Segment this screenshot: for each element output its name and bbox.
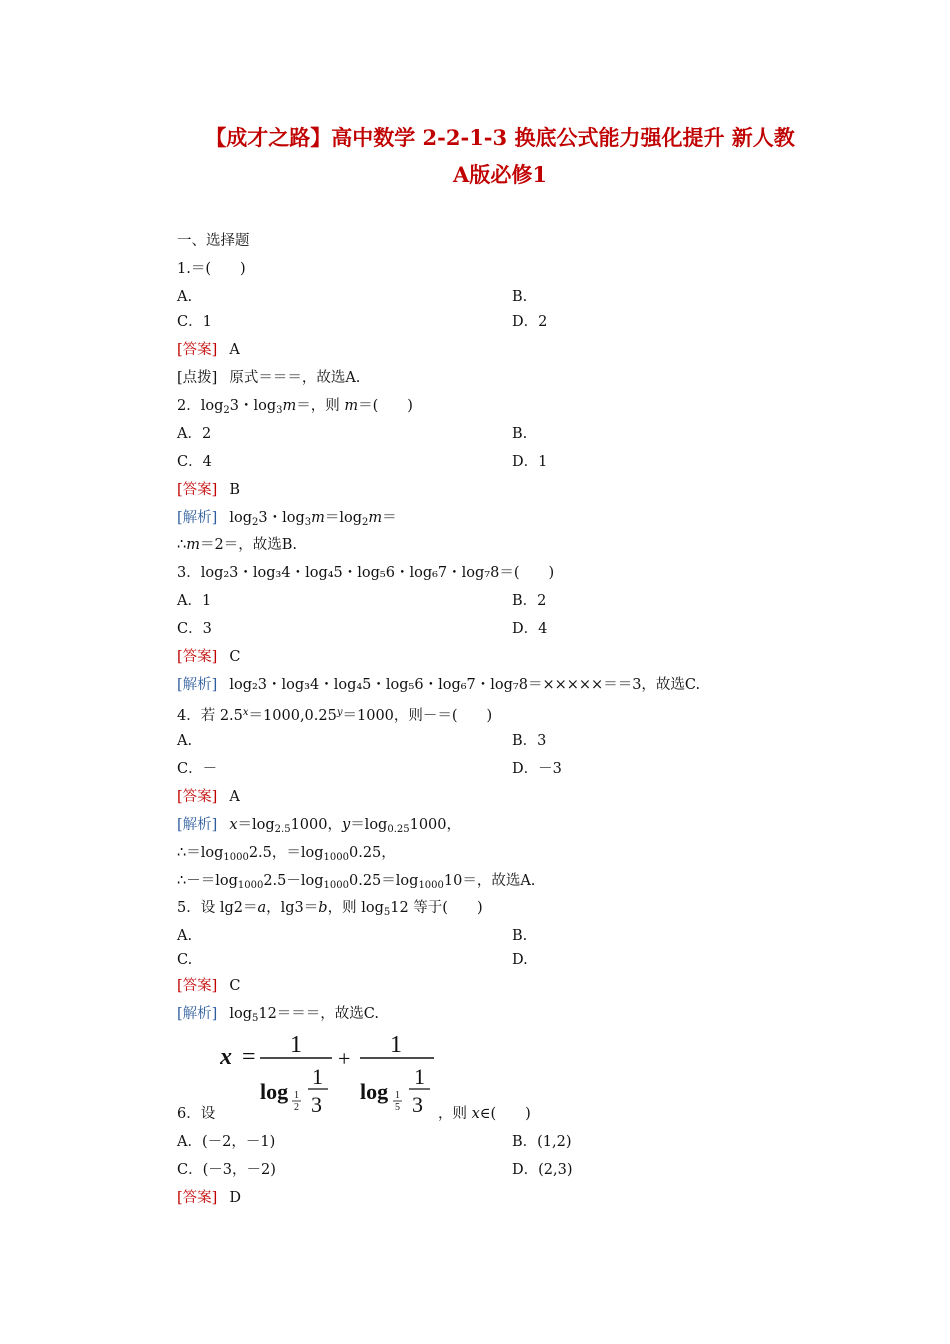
q3-option-b: B．2: [512, 593, 547, 609]
q1-answer: [177, 340, 240, 360]
q5-stem-sub: 5: [383, 907, 391, 918]
q2-analysis-var: m: [368, 510, 383, 526]
q3-analysis: [177, 675, 700, 695]
q3-analysis-text: log₂3・log₃4・log₄5・log₅6・log₆7・log₇8＝×××××＝＝3，故选C.: [229, 677, 701, 693]
formula-equals: =: [242, 1044, 256, 1070]
answer-value: B: [229, 482, 240, 498]
q2-answer: [177, 480, 240, 500]
q3-option-d: D．4: [512, 621, 548, 637]
q4-analysis-sub: 0.25: [387, 824, 410, 835]
q1-option-b: B.: [512, 289, 528, 305]
q2-stem-part: ＝，则: [296, 398, 345, 414]
formula-numerator-1: 1: [290, 1032, 302, 1058]
formula-log-2: log: [360, 1079, 389, 1104]
answer-value: D: [229, 1190, 241, 1206]
analysis-tag: [解析]: [177, 677, 218, 693]
q1-stem: 1.＝( ): [177, 261, 246, 277]
base-half-numerator: 1: [294, 1090, 299, 1101]
q4-option-b: B．3: [512, 733, 547, 749]
q3-option-a: A．1: [177, 593, 212, 609]
q2-option-d: D．1: [512, 454, 548, 470]
q5-option-a: A.: [177, 928, 193, 944]
q2-analysis-sub: 3: [304, 517, 312, 528]
arg-third-numerator-2: 1: [414, 1064, 425, 1089]
q4-stem-part: 4．若 2.5: [177, 708, 243, 724]
q4-answer: [177, 787, 240, 807]
q2-stem-part: 2．log: [177, 398, 224, 414]
q2-analysis-var: m: [186, 537, 200, 553]
q1-option-c: C．1: [177, 314, 212, 330]
analysis-tag: [解析]: [177, 510, 218, 526]
q5-analysis-part: log: [229, 1006, 252, 1022]
q5-stem-var: a: [257, 900, 267, 916]
q5-stem: [177, 898, 483, 923]
answer-value: A: [229, 789, 240, 805]
analysis-tag: [解析]: [177, 1006, 218, 1022]
q2-stem: [177, 396, 413, 421]
answer-tag: [答案]: [177, 978, 218, 994]
q1-hint: [177, 368, 360, 388]
q1-option-d: D．2: [512, 314, 548, 330]
q6-stem-part: ∈( ): [479, 1106, 531, 1122]
q4-analysis-var: x: [229, 817, 238, 833]
q4-analysis-line1: [177, 815, 461, 840]
q5-analysis-sub: 5: [251, 1013, 259, 1024]
analysis-tag: [解析]: [177, 817, 218, 833]
base-fifth-numerator: 1: [395, 1090, 400, 1101]
q4-analysis-line2: [177, 843, 396, 868]
base-half-denominator: 2: [294, 1102, 299, 1113]
q4-analysis-var: y: [341, 817, 351, 833]
q6-formula: [220, 1030, 440, 1116]
q6-stem-part: ，则: [438, 1106, 472, 1122]
q5-stem-part: ，lg3＝: [266, 900, 319, 916]
answer-tag: [答案]: [177, 342, 218, 358]
q2-option-c: C．4: [177, 454, 212, 470]
q4-stem-part: ＝1000，则－＝( ): [342, 708, 493, 724]
base-fifth-denominator: 5: [395, 1102, 400, 1113]
q2-stem-part: ＝( ): [358, 398, 413, 414]
q5-option-d: D.: [512, 952, 528, 968]
q6-option-b: B．(1,2): [512, 1134, 572, 1150]
q2-analysis-part: ＝: [382, 510, 397, 526]
q6-option-a: A．(－2，－1): [177, 1134, 276, 1150]
answer-tag: [答案]: [177, 649, 218, 665]
q4-analysis-line3: [177, 871, 535, 896]
q2-analysis-sub: 2: [251, 517, 259, 528]
q4-option-a: A.: [177, 733, 193, 749]
q2-analysis-sub: 2: [362, 517, 369, 528]
q5-answer: [177, 976, 240, 996]
q2-stem-sub: 3: [276, 405, 283, 416]
q3-option-c: C．3: [177, 621, 212, 637]
formula-plus: +: [338, 1046, 351, 1071]
section-heading: 一、选择题: [177, 233, 250, 249]
answer-value: C: [229, 649, 241, 665]
q6-stem-prefix: 6．设: [177, 1106, 216, 1122]
q2-option-b: B.: [512, 426, 528, 442]
answer-value: C: [229, 978, 241, 994]
q5-option-c: C.: [177, 952, 193, 968]
q2-stem-var: m: [282, 398, 297, 414]
formula-x: x: [220, 1044, 232, 1070]
q4-option-d: D．－3: [512, 761, 562, 777]
q2-stem-sub: 2: [223, 405, 230, 416]
q5-stem-part: 12 等于( ): [390, 900, 483, 916]
q4-analysis-sub: 2.5: [274, 824, 291, 835]
q2-analysis-line1: [177, 508, 397, 533]
q4-analysis-sub: 1000: [323, 852, 349, 863]
q2-stem-part: 3・log: [229, 398, 277, 414]
q6-stem-var: x: [471, 1106, 480, 1122]
q5-option-b: B.: [512, 928, 528, 944]
q4-option-c: C．－: [177, 761, 218, 777]
q4-analysis-part: ∴＝log: [177, 845, 224, 861]
q2-analysis-part: 3・log: [258, 510, 305, 526]
q4-stem-sup: x: [242, 707, 249, 718]
formula-numerator-2: 1: [390, 1032, 402, 1058]
q1-option-a: A.: [177, 289, 193, 305]
answer-value: A: [229, 342, 240, 358]
hint-tag: [点拨]: [177, 370, 218, 386]
q2-analysis-part: ＝log: [324, 510, 363, 526]
arg-third-denominator-2: 3: [412, 1092, 423, 1116]
q2-option-a: A．2: [177, 426, 212, 442]
q2-analysis-part: log: [229, 510, 252, 526]
q2-analysis-var: m: [311, 510, 325, 526]
q4-analysis-part: ∴－＝log: [177, 873, 238, 889]
arg-third-numerator: 1: [312, 1064, 323, 1089]
q6-answer: [177, 1188, 241, 1208]
q4-analysis-sub: 1000: [418, 880, 444, 891]
q4-analysis-part: ＝log: [237, 817, 275, 833]
answer-tag: [答案]: [177, 1190, 218, 1206]
q2-analysis-line2: [177, 535, 297, 555]
q4-analysis-part: 2.5，＝log: [248, 845, 324, 861]
q4-analysis-sub: 1000: [223, 852, 249, 863]
q2-analysis-part: ∴: [177, 537, 187, 553]
q4-stem-part: ＝1000,0.25: [248, 708, 337, 724]
q4-analysis-part: 2.5－log: [263, 873, 324, 889]
q4-stem-sup: y: [336, 707, 343, 718]
q4-analysis-part: 1000，: [290, 817, 342, 833]
q2-stem-var: m: [344, 398, 359, 414]
q6-option-c: C．(－3，－2): [177, 1162, 276, 1178]
q4-analysis-part: 0.25＝log: [349, 873, 419, 889]
q4-analysis-sub: 1000: [237, 880, 264, 891]
q4-analysis-part: ＝log: [350, 817, 388, 833]
q4-stem: [177, 703, 492, 726]
q4-analysis-part: 0.25，: [349, 845, 396, 861]
answer-tag: [答案]: [177, 482, 218, 498]
q5-stem-part: 5．设 lg2＝: [177, 900, 258, 916]
document-title-line2: A版必修1: [453, 162, 547, 187]
q5-stem-var: b: [318, 900, 328, 916]
q4-analysis-sub: 1000: [323, 880, 349, 891]
q5-analysis-part: 12＝＝＝，故选C.: [258, 1006, 379, 1022]
hint-text: 原式＝＝＝，故选A.: [229, 370, 361, 386]
q6-option-d: D．(2,3): [512, 1162, 573, 1178]
formula-log-1: log: [260, 1079, 289, 1104]
q4-analysis-part: 1000，: [409, 817, 462, 833]
q3-stem: 3．log₂3・log₃4・log₄5・log₅6・log₆7・log₇8＝( ): [177, 565, 555, 581]
q4-analysis-part: 10＝，故选A.: [443, 873, 536, 889]
q3-answer: [177, 647, 240, 667]
answer-tag: [答案]: [177, 789, 218, 805]
q6-stem-suffix: [438, 1104, 531, 1124]
q5-analysis: [177, 1004, 379, 1029]
q5-stem-part: ，则 log: [327, 900, 384, 916]
q2-analysis-part: ＝2＝，故选B.: [199, 537, 297, 553]
arg-third-denominator: 3: [311, 1092, 322, 1116]
document-title-line1: 【成才之路】高中数学 2-2-1-3 换底公式能力强化提升 新人教: [205, 125, 795, 150]
